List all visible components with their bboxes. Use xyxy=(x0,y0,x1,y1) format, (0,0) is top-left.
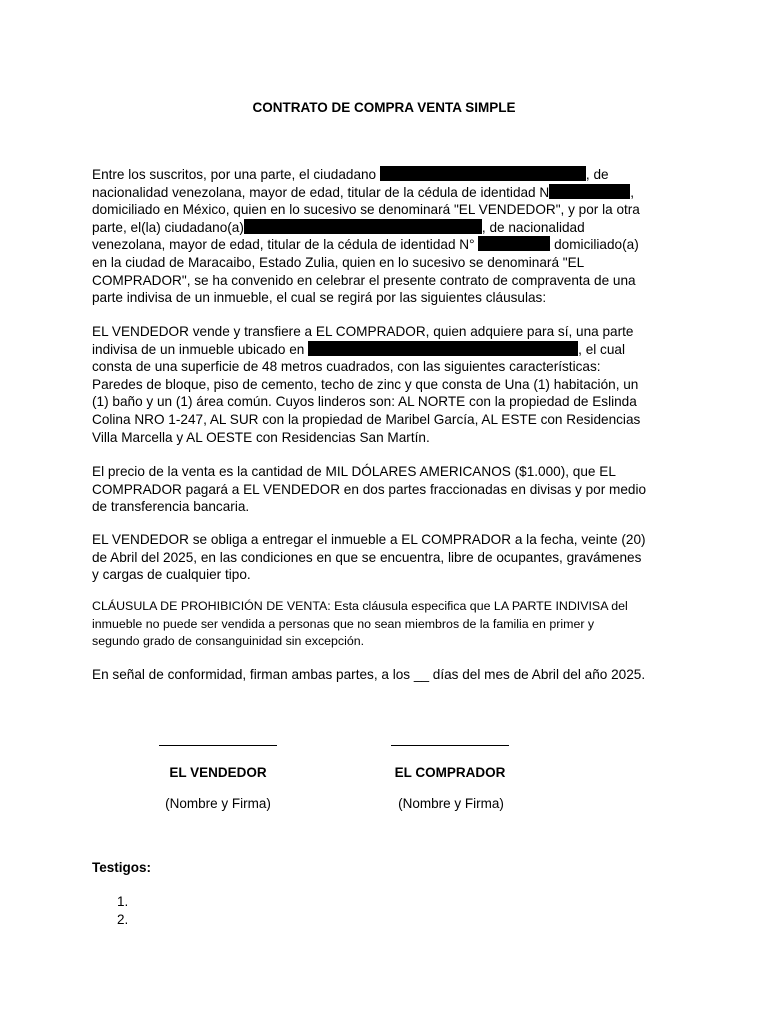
text-line: inmueble no puede ser vendida a personas que no sean miembros de la familia en primer y xyxy=(92,616,595,631)
list-item: 1. xyxy=(117,894,129,909)
text-segment: , el cual xyxy=(578,341,625,357)
text-segment: nacionalidad venezolana, mayor de edad, titular de la cédula de identidad N xyxy=(92,184,550,200)
redaction-seller-name xyxy=(380,166,586,181)
text-segment: parte, el(la) ciudadano(a) xyxy=(92,219,244,235)
text-line: domiciliado en México, quien en lo sucesivo se denominará "EL VENDEDOR", y por la otra xyxy=(92,202,640,218)
buyer-signature-caption: (Nombre y Firma) xyxy=(398,796,504,811)
list-item: 2. xyxy=(117,912,129,927)
text-line: de Abril del 2025, en las condiciones en que se encuentra, libre de ocupantes, gravámenes xyxy=(92,549,642,565)
parties-paragraph xyxy=(92,166,672,307)
redaction-seller-id xyxy=(549,184,630,199)
witnesses-list xyxy=(117,893,128,929)
buyer-role-label: EL COMPRADOR xyxy=(394,765,506,780)
seller-signature-line xyxy=(159,745,277,746)
text-segment: , de nacionalidad xyxy=(481,219,585,235)
text-segment: venezolana, mayor de edad, titular de la cédula de identidad N° xyxy=(92,237,479,253)
redaction-buyer-id xyxy=(478,236,550,251)
text-segment: , de xyxy=(585,167,609,182)
text-line: El precio de la venta es la cantidad de MIL DÓLARES AMERICANOS ($1.000), que EL xyxy=(92,464,616,479)
price-paragraph xyxy=(92,463,672,516)
witnesses-heading: Testigos: xyxy=(92,860,152,875)
text-line: Paredes de bloque, piso de cemento, techo de zinc y que consta de Una (1) habitación, un xyxy=(92,376,639,392)
conformity-paragraph xyxy=(92,666,672,684)
text-line: En señal de conformidad, firman ambas partes, a los __ días del mes de Abril del año 2025. xyxy=(92,667,646,682)
text-line: EL VENDEDOR se obliga a entregar el inmueble a EL COMPRADOR a la fecha, veinte (20) xyxy=(92,532,646,547)
text-line: COMPRADOR pagará a EL VENDEDOR en dos partes fraccionadas en divisas y por medio xyxy=(92,481,647,497)
text-segment: Entre los suscritos, por una parte, el ciudadano xyxy=(92,167,380,182)
text-line: COMPRADOR", se ha convenido en celebrar el presente contrato de compraventa de una xyxy=(92,272,636,288)
text-line: Colina NRO 1-247, AL SUR con la propiedad de Maribel García, AL ESTE con Residencias xyxy=(92,411,641,427)
text-segment: , xyxy=(630,184,634,200)
seller-signature-caption: (Nombre y Firma) xyxy=(165,796,271,811)
sale-object-paragraph xyxy=(92,323,672,446)
text-line: parte indivisa de un inmueble, el cual se regirá por las siguientes cláusulas: xyxy=(92,290,547,306)
text-line: y cargas de cualquier tipo. xyxy=(92,567,251,583)
text-segment: indivisa de un inmueble ubicado en xyxy=(92,341,309,357)
text-segment: domiciliado(a) xyxy=(550,237,639,253)
text-line: de transferencia bancaria. xyxy=(92,499,250,515)
delivery-paragraph xyxy=(92,531,672,584)
document-title: CONTRATO DE COMPRA VENTA SIMPLE xyxy=(252,100,516,115)
text-line: EL VENDEDOR vende y transfiere a EL COMPRADOR, quien adquiere para sí, una parte xyxy=(92,324,634,339)
redaction-property-address xyxy=(308,341,578,356)
text-line: (1) baño y un (1) área común. Cuyos linderos son: AL NORTE con la propiedad de Eslinda xyxy=(92,394,637,410)
prohibition-clause-paragraph xyxy=(92,598,672,651)
buyer-signature-line xyxy=(391,745,509,746)
redaction-buyer-name xyxy=(244,219,482,234)
text-line: CLÁUSULA DE PROHIBICIÓN DE VENTA: Esta cláusula especifica que LA PARTE INDIVISA del xyxy=(92,599,628,613)
text-line: en la ciudad de Maracaibo, Estado Zulia, quien en lo sucesivo se denominará "EL xyxy=(92,254,585,270)
text-line: Villa Marcella y AL OESTE con Residencias San Martín. xyxy=(92,429,430,445)
seller-role-label: EL VENDEDOR xyxy=(169,765,267,780)
text-line: segundo grado de consanguinidad sin excepción. xyxy=(92,634,365,649)
text-line: consta de una superficie de 48 metros cuadrados, con las siguientes características: xyxy=(92,359,601,375)
